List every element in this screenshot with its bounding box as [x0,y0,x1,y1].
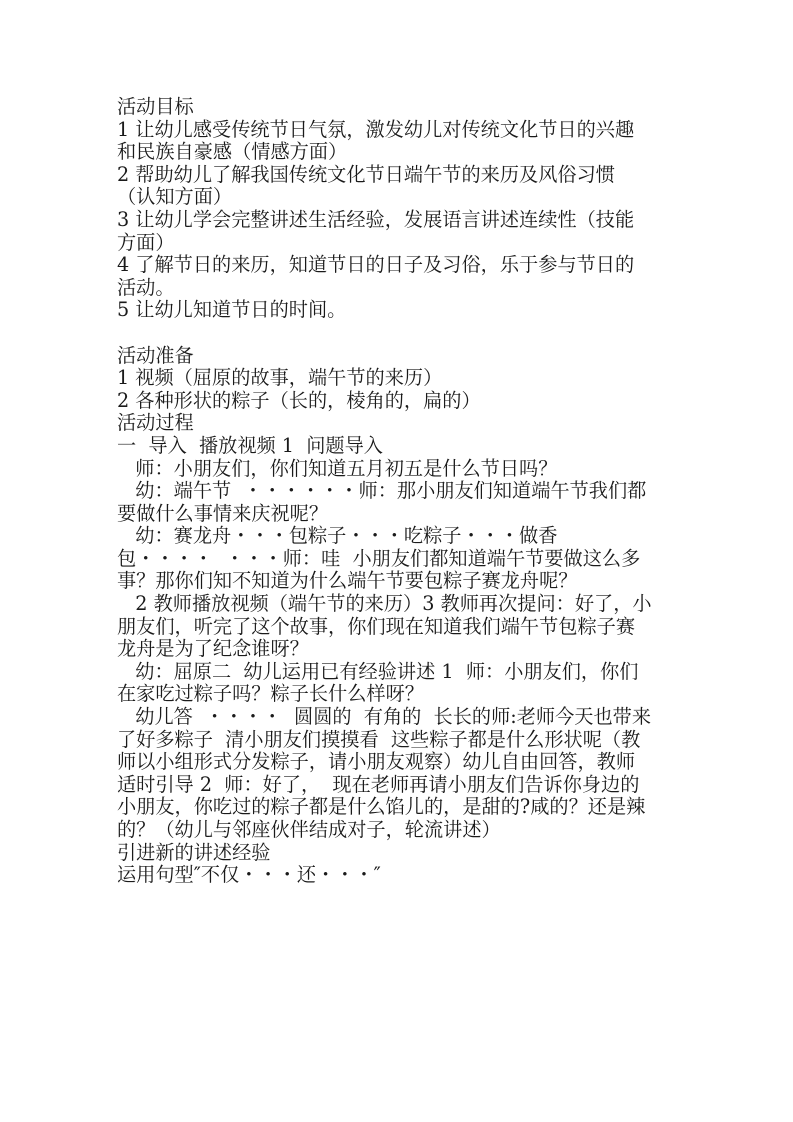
goal-line: （认知方面） [117,185,233,209]
section-heading-preparation: 活动准备 [117,343,194,367]
process-line: 龙舟是为了纪念谁呀？ [117,637,309,661]
goal-line: 2 帮助幼儿了解我国传统文化节日端午节的来历及风俗习惯 [117,162,615,186]
goal-line: 和民族自豪感（情感方面） [117,140,348,164]
goal-line: 5 让幼儿知道节日的时间。 [117,298,347,322]
process-line: 幼：赛龙舟・・・包粽子・・・吃粽子・・・做香 [117,524,558,548]
preparation-line: 1 视频（屈原的故事，端午节的来历） [117,366,443,390]
preparation-line: 2 各种形状的粽子（长的，棱角的，扁的） [117,388,481,412]
goal-line: 方面） [117,230,175,254]
process-line: 要做什么事情来庆祝呢？ [117,501,329,525]
section-heading-process: 活动过程 [117,411,194,435]
section-heading-goals: 活动目标 [117,95,194,118]
process-line: 朋友们，听完了这个故事，你们现在知道我们端午节包粽子赛 [117,614,636,638]
process-line: 适时引导 2 师：好了， 现在老师再请小朋友们告诉你身边的 [117,772,640,796]
process-line: 一 导入 播放视频 1 问题导入 [117,433,383,457]
process-line: 师以小组形式分发粽子，请小朋友观察）幼儿自由回答，教师 [117,750,636,774]
process-line: 事？那你们知不知道为什么端午节要包粽子赛龙舟呢？ [117,569,578,593]
process-line: 包・・・・ ・・・师：哇 小朋友们都知道端午节要做这么多 [117,546,641,570]
goal-line: 活动。 [117,275,175,299]
goal-line: 3 让幼儿学会完整讲述生活经验，发展语言讲述连续性（技能 [117,207,635,231]
goal-line: 1 让幼儿感受传统节日气氛，激发幼儿对传统文化节日的兴趣 [117,117,635,141]
process-line: 在家吃过粽子吗？粽子长什么样呀？ [117,682,424,706]
new-narration-line: 运用句型″不仅・・・还・・・″ [117,863,381,887]
goal-line: 4 了解节日的来历，知道节日的日子及习俗，乐于参与节日的 [117,253,635,277]
process-line: 师：小朋友们，你们知道五月初五是什么节日吗？ [117,456,558,480]
document-page [117,96,677,887]
blank-line [117,322,677,345]
process-line: 了好多粽子 清小朋友们摸摸看 这些粽子都是什么形状呢（教 [117,727,641,751]
process-line: 小朋友，你吃过的粽子都是什么馅儿的，是甜的?咸的？还是辣 [117,795,646,819]
section-heading-new-narration: 引进新的讲述经验 [117,840,271,864]
process-line: 2 教师播放视频（端午节的来历）3 教师再次提问：好了，小 [117,592,652,616]
process-line: 幼儿答 ・・・・ 圆圆的 有角的 长长的师:老师今天也带来 [117,705,652,729]
process-line: 的？（幼儿与邻座伙伴结成对子，轮流讲述） [117,818,501,841]
process-line: 幼：端午节 ・・・・・・师：那小朋友们知道端午节我们都 [117,479,647,503]
process-line: 幼：屈原二 幼儿运用已有经验讲述 1 师：小朋友们，你们 [117,659,639,683]
